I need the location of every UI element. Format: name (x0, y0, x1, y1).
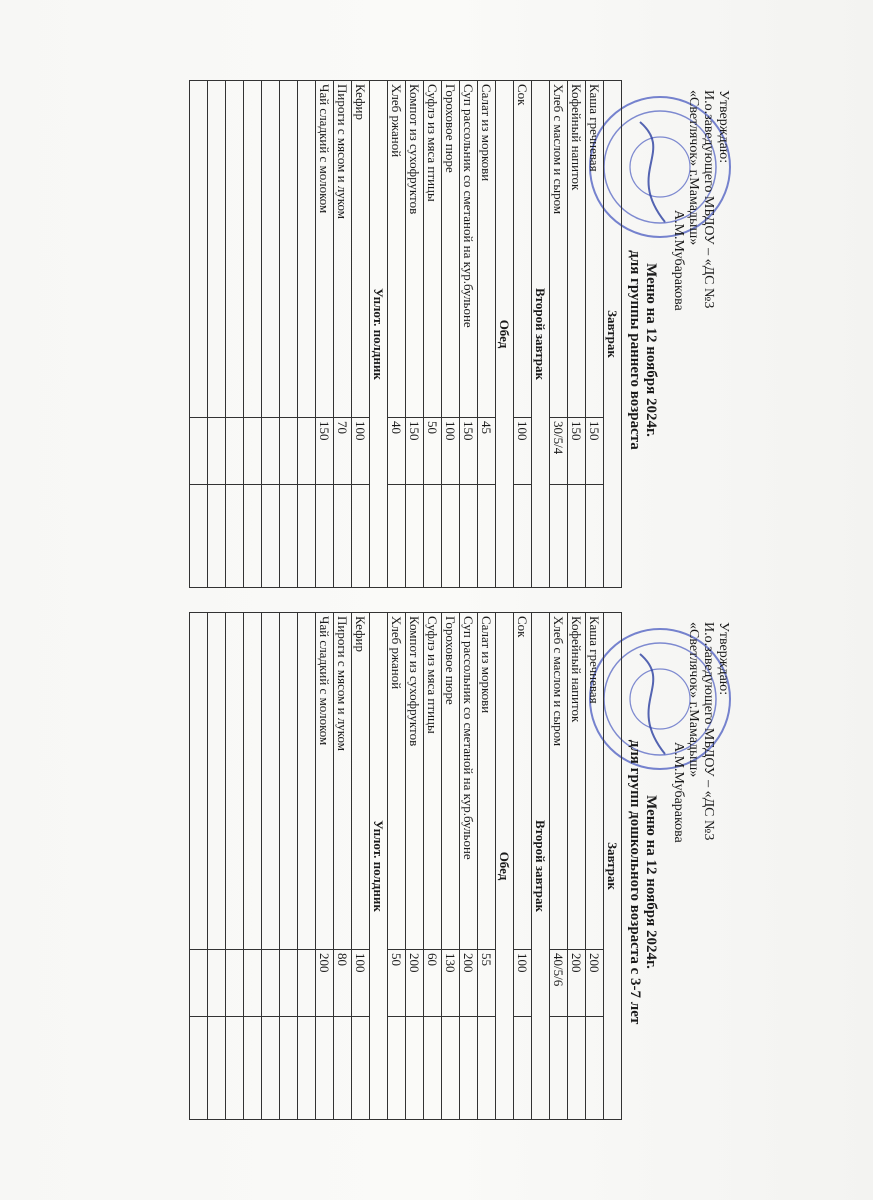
dish-name: Хлеб с маслом и сыром (549, 81, 567, 418)
menu-early-age (137, 80, 737, 588)
approve-name: А.М.Мубаракова (670, 210, 686, 311)
dish-qty: 200 (405, 950, 423, 1017)
approve-institution: «Светлячок» г.Мамадыш» (685, 90, 701, 246)
empty-row (189, 81, 207, 588)
dish-qty: 200 (567, 950, 585, 1017)
table-row (513, 81, 531, 588)
menu-group-subtitle: для групп дошкольного возраста с 3-7 лет (626, 739, 643, 1025)
dish-qty: 200 (315, 950, 333, 1017)
table-row (585, 81, 603, 588)
dish-name: Салат из моркови (477, 81, 495, 418)
empty-row (189, 613, 207, 1120)
table-row (423, 81, 441, 588)
menu-title (627, 140, 659, 560)
dish-qty: 40 (387, 418, 405, 485)
dish-qty: 55 (477, 950, 495, 1017)
menu-title (627, 672, 659, 1092)
section-lunch: Обед (495, 81, 513, 588)
dish-name: Компот из сухофруктов (405, 613, 423, 950)
table-row (459, 81, 477, 588)
table-row (513, 613, 531, 1120)
table-row (549, 81, 567, 588)
empty-row (261, 613, 279, 1120)
dish-qty: 150 (567, 418, 585, 485)
dish-qty: 70 (333, 418, 351, 485)
empty-row (243, 613, 261, 1120)
dish-name: Суп рассольник со сметаной на кур.бульоне (459, 81, 477, 418)
dish-name: Чай сладкий с молоком (315, 81, 333, 418)
dish-qty: 150 (315, 418, 333, 485)
dish-name: Кефир (351, 613, 369, 950)
table-row (405, 81, 423, 588)
approval-block (671, 90, 731, 450)
dish-qty: 40/5/6 (549, 950, 567, 1017)
dish-qty: 100 (513, 418, 531, 485)
table-row (423, 613, 441, 1120)
approve-position: И.о.заведующего МБДОУ – «ДС №3 (700, 90, 716, 309)
empty-row (225, 81, 243, 588)
approval-block (671, 622, 731, 982)
dish-name: Кофейный напиток (567, 613, 585, 950)
dish-name: Сок (513, 81, 531, 418)
dish-qty: 50 (423, 418, 441, 485)
table-row (333, 613, 351, 1120)
table-row (333, 81, 351, 588)
dish-qty: 100 (351, 418, 369, 485)
table-row (441, 81, 459, 588)
table-row (441, 613, 459, 1120)
empty-row (207, 613, 225, 1120)
section-lunch: Обед (495, 613, 513, 1120)
table-row (477, 613, 495, 1120)
empty-row (279, 613, 297, 1120)
dish-qty: 50 (387, 950, 405, 1017)
empty-row (297, 81, 315, 588)
dish-name: Гороховое пюре (441, 613, 459, 950)
menu-date-title: Меню на 12 ноября 2024г. (642, 795, 659, 969)
dish-name: Пироги с мясом и луком (333, 81, 351, 418)
dish-name: Гороховое пюре (441, 81, 459, 418)
dish-name: Каша гречневая (585, 613, 603, 950)
dish-qty: 200 (459, 950, 477, 1017)
section-second-breakfast: Второй завтрак (531, 81, 549, 588)
dish-qty: 60 (423, 950, 441, 1017)
dish-qty: 100 (351, 950, 369, 1017)
empty-row (243, 81, 261, 588)
dish-name: Суп рассольник со сметаной на кур.бульоне (459, 613, 477, 950)
section-snack: Уплот. полдник (369, 613, 387, 1120)
section-breakfast: Завтрак (603, 81, 621, 588)
table-row (459, 613, 477, 1120)
menu-group-subtitle: для группы раннего возраста (626, 250, 643, 450)
empty-row (207, 81, 225, 588)
dish-name: Чай сладкий с молоком (315, 613, 333, 950)
menu-date-title: Меню на 12 ноября 2024г. (642, 263, 659, 437)
section-breakfast: Завтрак (603, 613, 621, 1120)
dish-name: Хлеб ржаной (387, 81, 405, 418)
table-row (567, 613, 585, 1120)
dish-name: Компот из сухофруктов (405, 81, 423, 418)
empty-row (225, 613, 243, 1120)
empty-row (261, 81, 279, 588)
section-snack: Уплот. полдник (369, 81, 387, 588)
menu-sheet (137, 80, 737, 1120)
menu-table (189, 612, 622, 1120)
table-row (387, 613, 405, 1120)
table-row (351, 613, 369, 1120)
dish-name: Салат из моркови (477, 613, 495, 950)
empty-row (297, 613, 315, 1120)
dish-qty: 150 (459, 418, 477, 485)
dish-name: Кефир (351, 81, 369, 418)
dish-qty: 150 (585, 418, 603, 485)
dish-name: Каша гречневая (585, 81, 603, 418)
approve-position: И.о.заведующего МБДОУ – «ДС №3 (700, 622, 716, 841)
empty-row (279, 81, 297, 588)
approve-name: А.М.Мубаракова (670, 742, 686, 843)
dish-qty: 130 (441, 950, 459, 1017)
dish-qty: 150 (405, 418, 423, 485)
menu-table (189, 80, 622, 588)
menu-preschool-age (137, 612, 737, 1120)
dish-name: Суфлэ из мяса птицы (423, 81, 441, 418)
dish-qty: 45 (477, 418, 495, 485)
table-row (315, 613, 333, 1120)
table-row (315, 81, 333, 588)
table-row (585, 613, 603, 1120)
dish-qty: 200 (585, 950, 603, 1017)
table-row (567, 81, 585, 588)
table-row (387, 81, 405, 588)
approve-label: Утверждаю: (715, 90, 731, 164)
table-row (477, 81, 495, 588)
table-row (351, 81, 369, 588)
dish-name: Суфлэ из мяса птицы (423, 613, 441, 950)
dish-qty: 100 (441, 418, 459, 485)
dish-name: Хлеб с маслом и сыром (549, 613, 567, 950)
dish-name: Пироги с мясом и луком (333, 613, 351, 950)
approve-label: Утверждаю: (715, 622, 731, 696)
dish-name: Кофейный напиток (567, 81, 585, 418)
dish-qty: 100 (513, 950, 531, 1017)
dish-name: Сок (513, 613, 531, 950)
dish-qty: 30/5/4 (549, 418, 567, 485)
dish-qty: 80 (333, 950, 351, 1017)
table-row (405, 613, 423, 1120)
dish-name: Хлеб ржаной (387, 613, 405, 950)
approve-institution: «Светлячок» г.Мамадыш» (685, 622, 701, 778)
section-second-breakfast: Второй завтрак (531, 613, 549, 1120)
table-row (549, 613, 567, 1120)
